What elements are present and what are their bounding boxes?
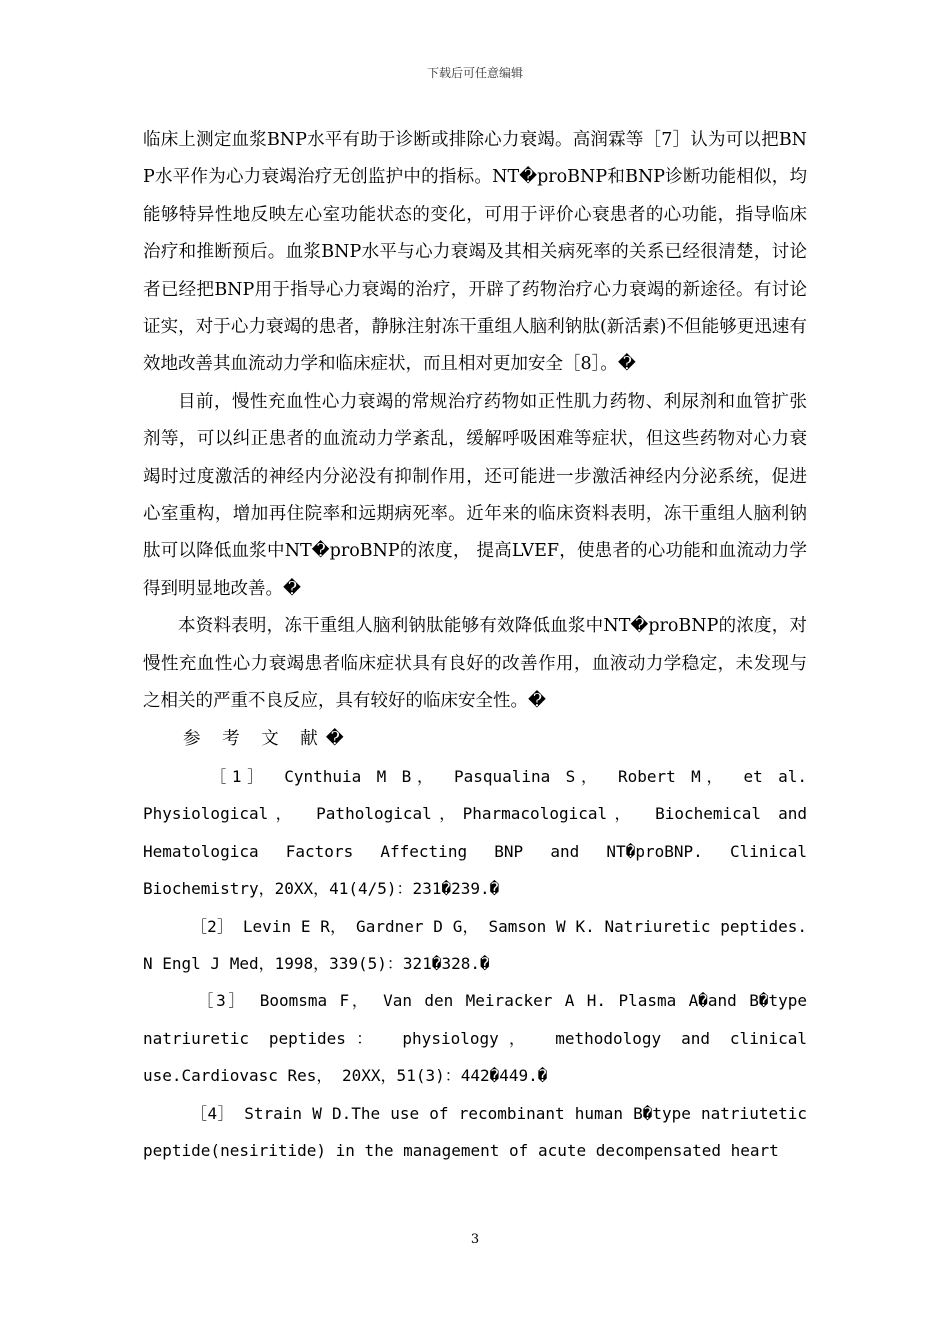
reference-item: ［1］ Cynthuia M B， Pasqualina S， Robert M， et al. Physiological， Pathological，Pharmacological， Biochemical and Hematologica Factors Affecting BNP and NT�proBNP. Clinical Biochemistry，20XX，41(4/5)：231�239.� bbox=[143, 766, 807, 899]
references-heading: 参 考 文 献� bbox=[183, 728, 352, 749]
page-number: 3 bbox=[470, 1232, 480, 1247]
reference-item: ［2］ Levin E R， Gardner D G， Samson W K. Natriuretic peptides. N Engl J Med，1998，339(5)：321�328.� bbox=[143, 916, 807, 973]
paragraph-bnp-diagnosis: 临床上测定血浆BNP水平有助于诊断或排除心力衰竭。高润霖等［7］认为可以把BNP水平作为心力衰竭治疗无创监护中的指标。NT�proBNP和BNP诊断功能相似，均能够特异性地反映左心室功能状态的变化，可用于评价心衰患者的心功能，指导临床治疗和推断预后。血浆BNP水平与心力衰竭及其相关病死率的关系已经很清楚，讨论者已经把BNP用于指导心力衰竭的治疗，开辟了药物治疗心力衰竭的新途径。有讨论证实，对于心力衰竭的患者，静脉注射冻干重组人脑利钠肽(新活素)不但能够更迅速有效地改善其血流动力学和临床症状，而且相对更加安全［8］。� bbox=[143, 130, 807, 375]
page-header: 下载后可任意编辑 bbox=[426, 66, 523, 80]
reference-item: ［4］ Strain W D.The use of recombinant human B�type natriutetic peptide(nesiritide) in the management of acute decompensated heart bbox=[143, 1103, 807, 1160]
reference-item: ［3］ Boomsma F， Van den Meiracker A H. Plasma A�and B�type natriuretic peptides： physiology， methodology and clinical use.Cardiovasc Res， 20XX，51(3)：442�449.� bbox=[143, 991, 807, 1086]
paragraph-conclusion: 本资料表明，冻干重组人脑利钠肽能够有效降低血浆中NT�proBNP的浓度，对慢性充血性心力衰竭患者临床症状具有良好的改善作用，血液动力学稳定，未发现与之相关的严重不良反应，具有较好的临床安全性。� bbox=[143, 616, 807, 712]
document-body bbox=[143, 122, 807, 1169]
paragraph-treatment: 目前，慢性充血性心力衰竭的常规治疗药物如正性肌力药物、利尿剂和血管扩张剂等，可以纠正患者的血流动力学紊乱，缓解呼吸困难等症状，但这些药物对心力衰竭时过度激活的神经内分泌没有抑制作用，还可能进一步激活神经内分泌系统，促进心室重构，增加再住院率和远期病死率。近年来的临床资料表明，冻干重组人脑利钠肽可以降低血浆中NT�proBNP的浓度， 提高LVEF，使患者的心功能和血流动力学得到明显地改善。� bbox=[143, 391, 807, 599]
